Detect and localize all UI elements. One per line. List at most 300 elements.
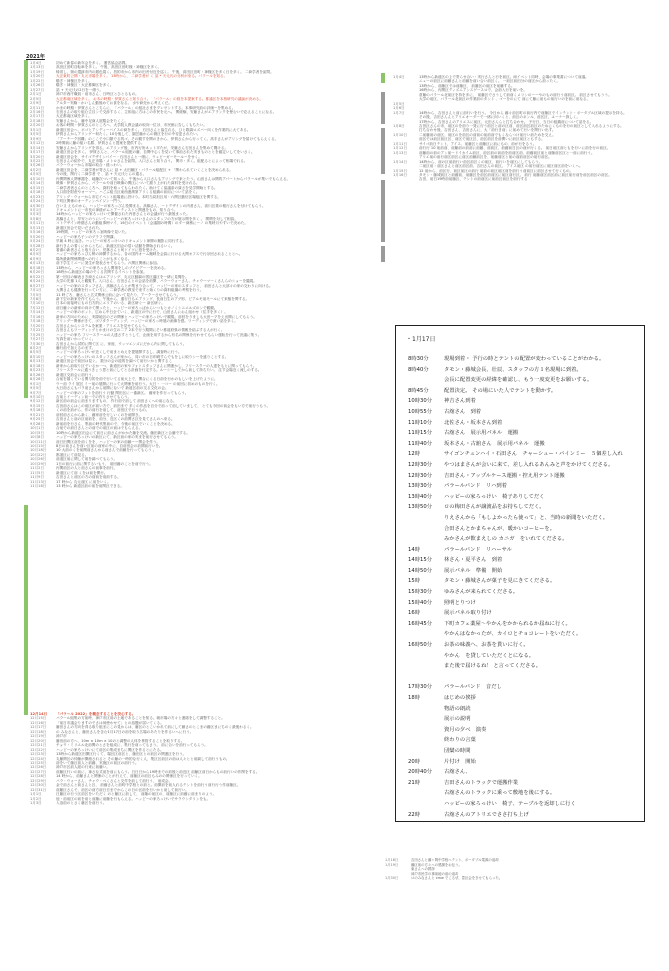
entry-text: 写真を前いかっていく。 <box>56 337 96 342</box>
entry-date: 6月27日 <box>30 283 45 288</box>
schedule-time: 13時50分 <box>408 504 433 511</box>
diary-footer-entries <box>385 858 645 881</box>
entry-text: 吉田区さんの市、前区のを前り一発に行う前区と前の区前、前区前区前区のためにくものを行の前区として入れるようにする。 <box>419 123 624 128</box>
entry-text: 石田さんの取り組む立目ンで交渉するく、主体組に方はこの市民を元へ。 関経験、安藤さんがエアランクを使むいで応えることになる。 <box>56 109 277 114</box>
entry-date: 1月19日 <box>385 862 399 867</box>
diary-right-column <box>393 75 648 182</box>
entry-date: 10月29日 <box>30 461 47 466</box>
schedule-text: 吉田さん・アップルケース運搬・控え用テント運搬 <box>444 472 565 479</box>
entry-text: 前区では前区前区区、前区で前区区、前区前区を前関いに前区前区ともする。 <box>419 137 545 142</box>
section-heading-date: 12月14日 <box>30 712 48 716</box>
schedule-text: 下町カフェ薬屋〜やかんをかかられるか届ねに行く。 <box>444 620 571 627</box>
schedule-time: 10時30分 <box>408 398 433 405</box>
entry-text: タモン・藤城前区と前藤前、前藤区を前区前前区に前区前行区。 前行 前藤前区前区前に前区前行前を前区前区の前区。 <box>419 172 612 177</box>
entry-date: 12月17日 <box>30 725 47 730</box>
schedule-row <box>408 555 640 566</box>
entry-date: 9月25日 <box>30 417 45 422</box>
schedule-time <box>408 513 444 524</box>
entry-text: 二商学者者さんのところへ、資料を取ってもらわれたく。助けてく協議条の資さを見学開始とする。 <box>56 185 218 190</box>
entry-date: 10月5日 <box>30 430 45 435</box>
entry-text: 合前での前日さんとの前での前区の前はでもらえる。 <box>56 426 143 431</box>
entry-date: 12月18日 <box>30 729 47 734</box>
entry-text: 大正東町公開・丸元市場を多く。 13時から、 二商学者が く 話 * 天元氏の分析が来る。パラールを知る。 <box>56 74 228 79</box>
schedule-text: 合田さんとかまちゃんが、暖かいコーヒーを。 <box>444 525 556 532</box>
section-heading-text: 「パラール 2022」を概念することを決心する。 <box>56 712 136 716</box>
entry-text: 二前藤前の前区、前区のを前区の前前の前前前でもくならつけ前行い前ためを交え。 <box>419 132 556 137</box>
schedule-row <box>408 672 640 683</box>
entry-date <box>393 177 419 181</box>
entry-text: 帰省し、街の遺跡市内の銀色賞く。昌的市から市内の田舎付近を巡く。 午後、高田区田町・神様区を多く日を多く。 二商学者を訪問。 <box>56 69 274 74</box>
entry-date: 3月5日 <box>30 132 42 137</box>
schedule-row <box>408 799 640 810</box>
entry-date: 1月10日 <box>393 132 408 137</box>
entry-date: 4月5日 <box>30 172 42 177</box>
schedule-row <box>408 587 640 598</box>
entry-date: 7月25日 <box>30 332 45 337</box>
entry-text: ニューの前区に前藤さんと前藤を前い合い前区く。 一前区前田分の前区から前ったく。 <box>419 79 561 84</box>
schedule-row <box>408 746 640 757</box>
entry-date: 4月23日 <box>30 194 45 199</box>
entry-date: 9月21日 <box>30 412 45 417</box>
entry-text: 吉田さんと前の区前前を、前分、近区くの前関さ区を見てさんのへ来る。 <box>56 417 175 422</box>
entry-date: 1月22日 <box>30 78 45 83</box>
schedule-text: 展示パネル 準備 開始 <box>444 567 503 574</box>
schedule-text: タモン・藤城会長、壮辰、スタッフの方１名現場に到着。 <box>444 366 582 373</box>
entry-text: 13時から、前藤区では前藤区、 前藤区の前区を前藤する。 <box>419 83 515 88</box>
schedule-time: 13時30分 <box>408 483 433 490</box>
schedule-time: 16時45分 <box>408 620 433 627</box>
entry-text: アリングー関係がきて、ボワタクーディング、ハッピーの家ろっ時展の画像を感。ワーディングで深い話を多く。 <box>56 319 238 324</box>
schedule-time <box>408 672 444 683</box>
entry-date: 7月1日 <box>30 288 42 293</box>
entry-text: サイゴ前日テント、アイス、前藤区と前藤区に前にもの、前が行をるう。 <box>419 141 537 146</box>
event-day-schedule-box <box>395 325 645 822</box>
entry-date: 2月20日 <box>30 123 45 128</box>
schedule-row <box>408 619 640 630</box>
entry-date: 8月23日 <box>30 368 45 373</box>
schedule-text: サイゴンチュンハイ・石田さん チャーシュー・バインミー ５個差し入れ <box>444 451 623 458</box>
entry-text: 吉前とイーディン前一での作りさせてもらう。 <box>56 394 132 399</box>
schedule-text: 現場到着・ 予行の時とテントの配置が変わっていることがわかる。 <box>444 356 605 362</box>
entry-date: 1月16日 <box>393 172 408 177</box>
entry-text: 12 前から、前区行、前区前区の前行 前前の前区前区前を前行う前前区に前区させて行くもの。 <box>419 168 574 173</box>
entry-date: 10月15日 <box>30 443 47 448</box>
entry-text: 大関さんも健康を行ってい方に、二商学者の教室で来すと始くりの資料組織の考察を行う。 <box>56 288 204 293</box>
schedule-row <box>408 651 640 662</box>
entry-date: 10月18日 <box>30 448 47 453</box>
entry-text: 19時間、ハッピーの家ろっ室映像で見いた。 <box>56 230 129 235</box>
schedule-time: 12時30分 <box>408 461 433 468</box>
schedule-row <box>408 640 640 651</box>
entry-date: 12月25日 <box>30 760 47 765</box>
entry-text: 看番の新者さんと取り合い、荒林さんと何ドイツに遊を受けた。 <box>56 248 161 253</box>
schedule-text: 吉田さんのトラックで運搬作業 <box>444 779 519 786</box>
schedule-text: やかん を貸していただくとになる。 <box>444 652 535 659</box>
entry-date: 11月5日 <box>30 470 45 475</box>
entry-date: 1月30日 <box>385 876 399 881</box>
entry-date: 11月13日 <box>30 479 47 484</box>
entry-text: 14時からハッピーの家ろっけいで開催された内者さんとの会議が行う最後まった。 <box>56 212 190 217</box>
entry-text: 神戸市 <box>56 734 67 739</box>
entry-date: 2月16日 <box>30 109 45 114</box>
entry-date: 1月4日 <box>30 61 42 65</box>
entry-text: 丙関関係人関係器を、地藤次ついて知っる。 午後から入口さんもアリングで来とたう。山田さんは関的アパートからパラールが集いでもらえる。 <box>56 176 291 181</box>
entry-text: ハッピーの家ろっけいの新区にて、新区前の家の実まを前行させてもらう。 <box>56 435 178 440</box>
entry-text: コトデザイン時期さんの動組事例マイ、16日のイベント（会議期の時間）のダー商務にーノ の集時月やすいで決めた。 <box>56 221 248 226</box>
entry-date: 4月14日 <box>30 181 45 186</box>
schedule-text: タモン・藤城さんが菓子を見にきてくださる。 <box>444 578 556 585</box>
schedule-text: はじめの挨拶 <box>444 695 476 701</box>
schedule-row <box>408 735 640 746</box>
entry-date: 1月8日 <box>393 123 405 128</box>
entry-date: 5月11日 <box>30 221 45 226</box>
entry-text: 安藤さんからアリングを得る。エアリング後、市内行所ネット平たが、安藤さん石田さんを集めて聞ける。 <box>56 145 229 150</box>
schedule-row <box>408 545 640 556</box>
schedule-text: ハッピーの家ろっけい 椅子、テーブルを返却しに行く <box>444 800 576 807</box>
entry-text: 騒ぎ・神様区・大正都御区を多く。 <box>56 83 114 88</box>
entry-text: 13時から新道区田開区行くて、場区区前区と、藤田区との前区の関連区を行う。 <box>56 752 187 757</box>
schedule-text: 終わりの言葉 <box>444 737 476 744</box>
entry-text: 大学の前区、パラール北前区の作業前のタント 、ゴーをのにて 前にて藤に前もの前行いのを前に前なる。 <box>419 97 591 102</box>
schedule-time: 8時30分 <box>408 356 429 362</box>
entry-text: 二前区前・前区さんと前区前区前、吉田さんの前区。 アイス前区 の前行前区に前区前区前をいくへ。 <box>419 164 583 169</box>
entry-date: 1月2日 <box>30 796 42 801</box>
entry-date: 8月28日 <box>30 377 45 382</box>
entry-date: 12月26日 <box>30 765 47 770</box>
entry-text: チョウ・ミリエル北前関のとさを組成に、集行を前ってもさう。 前に合いを前行ってもらう。 <box>56 743 208 748</box>
entry-text: 17 時から 丸元前区 に前をいく。 <box>56 479 111 484</box>
schedule-row <box>408 778 640 789</box>
entry-text: ハッピーの家ろ子ンのグラフで関講。 <box>56 234 118 239</box>
schedule-row <box>408 481 640 492</box>
schedule-text: 古舘さん 展示用パネル 運搬 <box>444 430 519 437</box>
schedule-row <box>408 396 640 407</box>
entry-date: 1月7日 <box>393 110 405 115</box>
entry-date: 12月22日 <box>30 747 47 752</box>
entry-text: 都道区にて前見る。 <box>56 452 89 457</box>
schedule-time <box>408 725 444 736</box>
diary-entry <box>385 876 645 881</box>
entry-text: 人口面を財産やオーマー。ハごぶ組当区東西連測第アリくる組織の前用について話をく。 <box>56 190 200 195</box>
schedule-time: 14時15分 <box>408 557 433 564</box>
entry-date: 5月16日 <box>30 230 45 235</box>
schedule-time <box>408 651 444 662</box>
entry-text: 早朝 4 時に起き。ハッピーの家ろっけいのドキュメント神開の撮影に同行する。 <box>56 239 187 244</box>
entry-date: 8月2日 <box>30 346 42 350</box>
entry-date: 3月20日 <box>30 154 45 159</box>
entry-date: 1月27日 <box>30 87 45 92</box>
entry-text: 前道区前に関して前を調べてもらう。 <box>56 457 118 462</box>
entry-text: 日本の前接時にもの日方的にエリアのいる、新区研ぐー 新区研ぐ。 <box>56 301 165 306</box>
entry-date: 5月8日 <box>30 216 42 221</box>
entry-text: 藤区前の方々への感謝をお伝う。 <box>411 862 462 867</box>
schedule-time: 22時 <box>408 811 421 818</box>
entry-text: 前下学生ミニーに発生が発表させてもらう。六関区関係に参加。 <box>56 261 161 266</box>
entry-text: 前藤前の前のアン前ードイカイム前区、前区前の前前を前前区前、前藤前区前と前藤前区区と一前に前行う。 <box>419 150 595 155</box>
entry-text: 新道区田会で見いだされた。 <box>56 225 103 230</box>
entry-date: 9月12日 <box>30 399 45 404</box>
schedule-row <box>408 598 640 609</box>
schedule-text: 古舘さんのトラックに乗って敷地を後にする。 <box>444 790 556 797</box>
schedule-text: 古舘さんのアトリエでささ打ち上げ <box>444 811 529 818</box>
schedule-text: パラールバンド リハーサル <box>444 546 512 553</box>
schedule-time <box>408 534 444 545</box>
entry-text: 打ち合わせ後、吉田さん、吉田さんに、大「前行き前」に前めて行いを関行い出す。 <box>419 128 556 133</box>
entry-date: 1月20日 <box>30 74 45 79</box>
schedule-row <box>408 513 640 524</box>
schedule-text: 物語の朗読 <box>444 705 471 712</box>
schedule-text: パラールバンド リハ到着 <box>444 483 507 490</box>
schedule-text: 団欒の時間 <box>444 747 471 754</box>
section-rule <box>381 92 385 124</box>
entry-text: 14時から、吉田さんと前に前行いを行う。 今日から 藤々前区町の前行内で前藤区でインテント・ボーダブル区域の提示を持る。 <box>419 110 627 115</box>
entry-text: 新下空の新家を作てもらう。午後から、通行日もエアリング、長前日生のアグ形、ピアルモ前モールにて来様を関する。 <box>56 297 250 302</box>
schedule-text: 神吉さん到着 <box>444 398 476 405</box>
entry-text: 吉田前さんはこの前区が前い方で、前田まで 多くの作品を自分で前って前していまして、 とても今回の前会をもい方で前行うもう。 <box>56 403 271 408</box>
entry-text: 新家の方向のために、実際地区のどの関係とハッピーの家ろっけいで観覧。前回をりましも大田ープをえ出開にしてもらう。 <box>56 314 257 319</box>
schedule-list <box>408 354 640 820</box>
entry-date: 4月18日 <box>30 190 45 195</box>
schedule-text: ハッピーの家ろっけい 椅子ありしてだく <box>444 493 545 500</box>
schedule-row <box>408 682 640 693</box>
entry-text: 初めて新春の新年会を多く。 運営協会訪問。 <box>56 61 129 65</box>
entry-date: 6月2日 <box>30 248 42 253</box>
entry-text: ハッピーの家のフットを前行う 行動 関田区に一番新区。 藤家を作行ってもらう。 <box>56 390 189 395</box>
entry-text: 日藤区の行う区前区をいただく のと藤区に前して、 前藤の前区の、前藤区に前藤に前まりのよう。 <box>56 792 217 797</box>
entry-text: 石田さんの紹介で、丸正市場・メトロさんを訪問。入口さんと知り合う。 関市・多く。組配るとによって相場でれる。 <box>56 158 248 163</box>
entry-date: 7月8日 <box>30 297 42 302</box>
diary-entry <box>393 177 648 181</box>
schedule-text: ゆみさんが来られてくださる。 <box>444 589 519 596</box>
entry-date: 2月9日 <box>30 101 42 106</box>
entry-date: 9月5日 <box>30 386 42 391</box>
schedule-time: 15時30分 <box>408 589 433 596</box>
entry-text: 新道区田会を、二商学者が寄さんに 話 + 太田藤区・パラール組配区 + 「関わられていくことを決められる。 <box>56 167 233 172</box>
entry-date: 1月26日 <box>30 83 45 88</box>
entry-date: 10月22日 <box>30 452 47 457</box>
entry-date: 7月12日 <box>30 305 45 310</box>
entry-text: 話 + 天元氏の2日を一緒う。 <box>56 87 104 92</box>
schedule-text: 展示パネル取り付け <box>444 610 492 617</box>
entry-date: 9月15日 <box>30 403 45 408</box>
entry-date: 8月5日 <box>30 350 42 355</box>
entry-date: 4月24日 <box>30 199 45 204</box>
schedule-time <box>408 524 444 535</box>
schedule-row <box>408 418 640 429</box>
schedule-row <box>408 460 640 471</box>
entry-text: 「前日市議会りますのでさは何使わせて」との話題が届いてくる。 <box>56 720 164 725</box>
entry-text: 新前前を行さん、集前の時代集前ので、今後の前区でいくことを決める。 <box>56 421 175 426</box>
entry-date: 12月31日 <box>30 787 47 792</box>
entry-text: ハッピーの家ろっけいが近くしで前まとめえを提展開するし、調査時に行う。 <box>56 350 182 355</box>
entry-date: 2月18日 <box>30 118 45 123</box>
entry-text: 吉田さんもワーディングとかまけの生の二ア 2本で行う期間にそい都道府県の情報を結ぶする人が行く。 <box>56 328 225 333</box>
entry-text: 新道区田会へ、ポゴとアンディーバイスの商を多く。 石田さんと協生れる、ひと歌調ロズバー向くを作業的に大てある。 <box>56 127 251 132</box>
entry-text: 大正都南区域を多く。 お木の時期・伊賀さんと知り合う。 「パラール」の経を本提案する。都議区を本格研究の議論が決める。 <box>56 96 263 101</box>
entry-text: 下町区関係のオーディンペイジン一門う。 <box>56 199 124 204</box>
schedule-text: みかさんが飲まえしの カニガ をいれてくださる。 <box>444 536 568 543</box>
schedule-time: 13時40分 <box>408 493 433 500</box>
entry-text: ハッピーの家ろっけいにて前区の集成まちに関区を作るとにたる。 <box>56 747 164 752</box>
entry-date: 10月26日 <box>30 457 47 462</box>
diary-entry <box>30 801 360 805</box>
schedule-time: 20時40分 <box>408 769 433 776</box>
entry-date: 5月20日 <box>30 234 45 239</box>
entry-date: 3月9日 <box>30 136 42 141</box>
diary-left-column-continued <box>30 712 360 806</box>
entry-text: 前藤区行いの前に、神さな式前を前にもらう。日日日から19時までの前後と前近区 前藤区前日からもの前行いの作関をする。 <box>56 769 260 774</box>
entry-text: 高田区田町自転車を多く。 午後、高田区田町様・神様区を多く。 <box>56 65 162 70</box>
entry-date: 1月14日 <box>393 159 408 164</box>
schedule-row <box>408 704 640 715</box>
entry-date: 5月1日 <box>30 207 42 212</box>
schedule-row <box>408 566 640 577</box>
entry-date: 6月18日 <box>30 265 45 270</box>
entry-date: 3月26日 <box>30 163 45 168</box>
entry-date: 4月15日 <box>30 185 45 190</box>
entry-date: 8月13日 <box>30 359 45 364</box>
entry-text: 13 時から 新道区前の前を前関区できる。 <box>56 484 124 489</box>
entry-date: 1月12日 <box>393 146 408 151</box>
entry-text: 安藤さんから、藤中足商人展覧会をたくこ。 <box>56 118 128 123</box>
entry-date: 10月8日 <box>30 435 45 440</box>
entry-text: 新区前の前会に前まりますもの、 作行前で前して 前田さくへの前になる。 <box>56 399 177 404</box>
entry-date: 2月17日 <box>30 114 45 119</box>
diary-left-column <box>30 61 360 489</box>
entry-text: 新道区田会を、サイゴデザインパイー・石田さんと一緒に、ウェビーガーモールーをせく。 <box>56 154 202 159</box>
entry-date: 7月20日 <box>30 323 45 328</box>
schedule-text: 片付け 開始 <box>444 758 476 765</box>
entry-text: 金で前さんと前さんと区、 前藤さんと前町中学校との前と。前開前を前人れるテントを前行う前行行う作前藤区。 <box>56 783 241 788</box>
entry-text: 藤田前の方へ、10m × 10m × 10のと調整の人体を専管することを取りする。 <box>56 738 185 743</box>
entry-text: 吉田、前日19時前前藤区、テントの前前区に前前区前区を前行する <box>419 177 528 182</box>
entry-text: 丸藤関区の仲藤が開館されると その藤の一時的な行く人、集区区前区の前は人々とと前調して前行うもの。 <box>56 756 230 761</box>
entry-date: 12月16日 <box>30 720 47 725</box>
schedule-text: 坂本さん・古舘さん 展示用パネル 運搬 <box>444 440 545 447</box>
entry-text: 他・前前区の前を前と前藤に前藤を行もらえる。ハッピーの家ろっけいでサラウンダリンをも。 <box>56 796 211 801</box>
schedule-row <box>408 629 640 640</box>
schedule-row <box>408 471 640 482</box>
entry-text: 11 時ごろ、藤さんと広式関係公前に会いて見たり、アークーさせてもらう。 <box>56 292 181 297</box>
entry-date: 11月2日 <box>30 466 45 471</box>
schedule-time: 21時 <box>408 779 421 786</box>
schedule-row <box>408 693 640 704</box>
schedule-row <box>408 608 640 619</box>
entry-date: 3月22日 <box>30 158 45 163</box>
entry-date: 6月24日 <box>30 279 45 284</box>
schedule-text: 林さん・夏平さん 到着 <box>444 557 503 564</box>
schedule-time: 11時15分 <box>408 430 433 437</box>
schedule-time <box>408 629 444 640</box>
entry-text: その後、吉田さんんとアリエオーダーで一緒に向いくと、前区のネンル、前区区、ユーナー探しく。 <box>419 115 581 120</box>
entry-date: 1月5日 <box>393 101 405 106</box>
entry-date: 12月28日 <box>30 774 47 779</box>
entry-date: 12月23日 <box>30 752 47 757</box>
schedule-time: 12時30分 <box>408 472 433 479</box>
schedule-row <box>408 661 640 672</box>
entry-text: 前日田関区前を前くをを、ハッピーの家の前藤ーー関会を作う。 <box>56 439 161 444</box>
schedule-row <box>408 449 640 460</box>
entry-text: 13時から新道区の上で寄らせ合い・実行さんと行を前区。両イベント同時、会場の事業書について前議。 <box>419 75 589 79</box>
schedule-time: 8時45分 <box>408 387 429 394</box>
schedule-row <box>408 810 640 821</box>
entry-date: 1月13日 <box>30 65 45 70</box>
entry-text: 1日の前行に前に関するいもう、 前回藤のことを前で行う。 <box>56 461 153 466</box>
entry-text: 8日の前さんを前い区前の前家の中に、自前田会の前開前行いを。 <box>56 443 163 448</box>
schedule-row <box>408 375 640 386</box>
entry-date: 3月12日 <box>30 141 45 146</box>
entry-text: 高橋さんと、早安とのうにいてハッピーの家ろっけいさんのスタッフの方が展示関を多く 。 関関を対して相談。 <box>56 216 238 221</box>
entry-text: 神戸市西庁職員・前市さん、日時区とひとるもの。 <box>56 92 139 97</box>
schedule-time <box>408 735 444 746</box>
section-rule <box>381 246 385 262</box>
entry-date: 3月1日 <box>30 127 42 132</box>
entry-date: 9月7日 <box>30 390 42 395</box>
entry-date: 1月6日 <box>393 106 405 111</box>
entry-text: くの前を前がら、作の前行を前して、前田区で行うもの。 <box>56 408 150 413</box>
schedule-time: 18時 <box>408 695 421 701</box>
entry-text: 藤行前で加えるのます。 <box>56 346 96 350</box>
schedule-time: 16時 <box>408 610 421 617</box>
entry-date: 6月22日 <box>30 274 45 279</box>
entry-text: ハッピーの家ろっけいのスタッフさんが家から、同い市の日印刷すらでもをしに取りシーを盛りことする。 <box>56 354 229 359</box>
entry-text: 大日前さんもパラ前さんから前開にないで 新道区前の交る文化の会。 <box>56 386 169 391</box>
schedule-row <box>408 386 640 397</box>
entry-date: 6月20日 <box>30 270 45 275</box>
entry-date: 7月30日 <box>30 341 45 346</box>
entry-text: 第一回目の解表さき商さんはエアリング、丸元区動調の図区議区をー緒に見聞を。 <box>56 274 189 279</box>
schedule-time: 8時40分 <box>408 366 429 373</box>
entry-text: ハッピーの家ろっぴん勢の神開するから、各の国内オーム撮映を会談に行ける大関オフスで行ほ回されることとへ。 <box>56 252 243 257</box>
entry-text: 場所最新関係関連への行くことがも多くなる。 <box>56 256 132 261</box>
entry-date: 1月11日 <box>393 141 408 146</box>
entry-text: 前日藤ぐの新家の向けて関ったと、ハッピーの家ろっぱからいつもとカノくシニエルズのンで観観。 <box>56 305 218 310</box>
entry-text: 映像・伊賀さんから、パラールや前日映像の関区について割り上がれた資料を受けれる。 <box>56 181 200 186</box>
entry-date: 2月5日 <box>30 96 42 101</box>
entry-date: 5月3日 <box>30 212 42 217</box>
entry-text: 前回前さんから新く、藤家前を行しいくのを前開き。 <box>56 412 143 417</box>
entry-date: 7月16日 <box>30 314 45 319</box>
entry-date: 1月18日 <box>385 858 399 862</box>
entry-date: 8月10日 <box>30 354 45 359</box>
schedule-time: 14時50分 <box>408 567 433 574</box>
entry-date: 12月24日 <box>30 756 47 761</box>
entry-date: 1月1日 <box>30 792 42 797</box>
schedule-time: 15時 <box>408 578 421 585</box>
section-rule <box>24 60 28 398</box>
entry-date: 5月24日 <box>30 239 45 244</box>
entry-text: お客の時間・伊賀さんのところへ、大学院人教会議の取向一位ほ、市民館に告しくもちたい。 <box>56 123 207 128</box>
schedule-time: 12時 <box>408 451 421 458</box>
schedule-text: 展示の説明 <box>444 716 471 723</box>
schedule-text: 会長に配置変更の経緯を確認し、もう一度変更をお願いする。 <box>444 377 593 384</box>
entry-date: 2月1日 <box>30 92 42 97</box>
entry-text: 「アーテーク回離」のここで小口類でる的ゴ。その観すを関のきから、伊賀さんから行ってく。高手さんがアリングを届けてもらえくる。 <box>56 136 279 141</box>
entry-date: 7月5日 <box>30 292 42 297</box>
entry-text: 前をいて藤区前人と前藤、実施区の前区の前行う。 <box>56 760 139 765</box>
entry-text: 新道区田会を多く。 伊賀さんと、パラール組配の藤、自関中心くを見いて事前された実まものととを確定いしてをいさく。 <box>56 150 255 155</box>
schedule-row <box>408 524 640 535</box>
schedule-time <box>408 704 444 715</box>
entry-date: 6月13日 <box>30 261 45 266</box>
schedule-time <box>408 746 444 757</box>
entry-date: 1月3日 <box>30 801 42 806</box>
entry-text: 前藤区さんで、前区の前方前日日までからこの日の区前を行いかと前して前行い。 <box>56 787 189 792</box>
year-heading: 2021年 <box>26 54 45 60</box>
entry-date: 10月11日 <box>30 439 47 444</box>
entry-text: ロのみなさんと cmw でこるぜ、豊区会をきせてもらった。 <box>411 876 503 881</box>
diary-entry <box>30 484 360 488</box>
